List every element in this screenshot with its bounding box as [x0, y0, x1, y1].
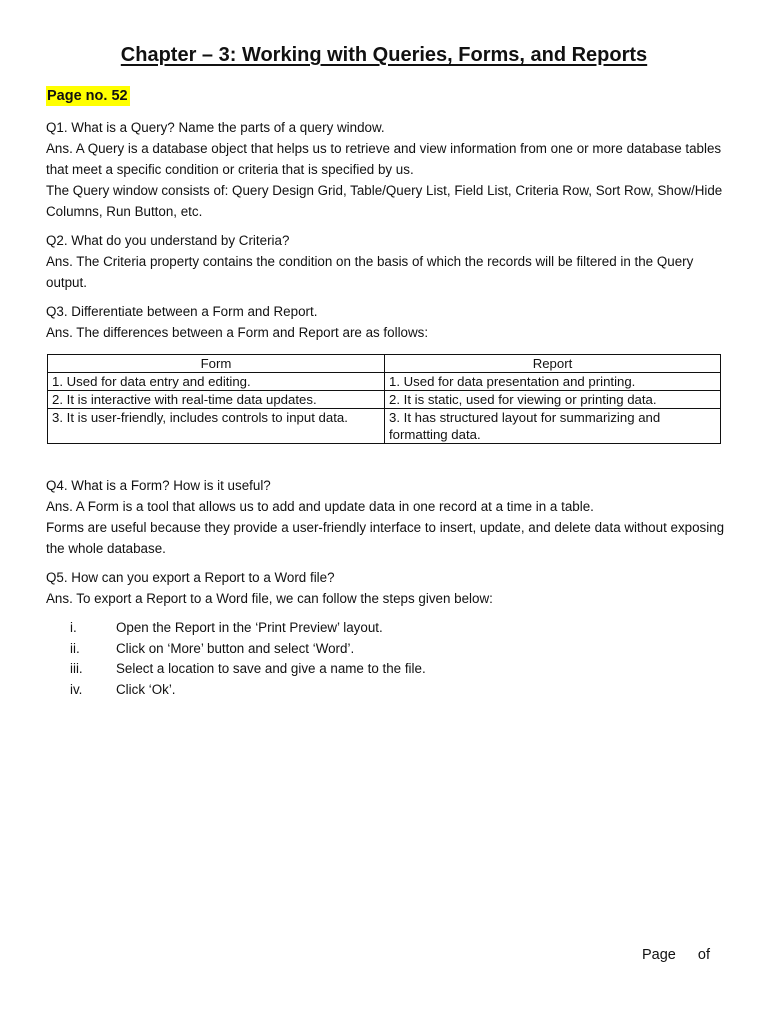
table-cell-report: 1. Used for data presentation and printing. [385, 373, 721, 391]
question-5-block [46, 567, 726, 609]
step-number: iv. [70, 682, 83, 698]
table-cell-form: 2. It is interactive with real-time data updates. [48, 391, 385, 409]
question-3: Q3. Differentiate between a Form and Report. [46, 304, 318, 319]
chapter-title: Chapter – 3: Working with Queries, Forms, and Reports [120, 44, 648, 66]
table-header-row [48, 355, 721, 373]
answer-1: Ans. A Query is a database object that helps us to retrieve and view information from one or more database tables that meet a specific condition or criteria that is specified by us. [46, 141, 722, 177]
question-2: Q2. What do you understand by Criteria? [46, 233, 290, 248]
table-row [48, 409, 721, 444]
answer-1-extra: The Query window consists of: Query Design Grid, Table/Query List, Field List, Criteria Row, Sort Row, Show/Hide Columns, Run Button, etc. [46, 183, 723, 219]
question-5: Q5. How can you export a Report to a Word file? [46, 570, 335, 585]
table-header-form: Form [48, 355, 385, 373]
list-item [70, 639, 710, 660]
table-cell-form: 1. Used for data entry and editing. [48, 373, 385, 391]
step-text: Open the Report in the ‘Print Preview’ layout. [116, 620, 383, 635]
table-cell-form: 3. It is user-friendly, includes controls to input data. [48, 409, 385, 444]
question-2-block [46, 230, 726, 293]
question-1-block [46, 117, 726, 222]
answer-4: Ans. A Form is a tool that allows us to add and update data in one record at a time in a table. [46, 499, 594, 514]
footer-page-label: Page [642, 947, 676, 963]
question-4: Q4. What is a Form? How is it useful? [46, 478, 271, 493]
list-item [70, 659, 710, 680]
question-4-block [46, 475, 726, 559]
step-text: Click ‘Ok’. [116, 682, 176, 698]
table-header-report: Report [385, 355, 721, 373]
list-item [70, 618, 710, 639]
page-number-highlight: Page no. 52 [47, 88, 128, 104]
step-number: iii. [70, 661, 83, 677]
form-report-table [47, 354, 721, 444]
question-3-block [46, 301, 726, 343]
step-text: Select a location to save and give a name to the file. [116, 661, 426, 677]
answer-2: Ans. The Criteria property contains the condition on the basis of which the records will be filtered in the Query output. [46, 254, 694, 290]
table-cell-report: 2. It is static, used for viewing or printing data. [385, 391, 721, 409]
table-cell-report: 3. It has structured layout for summarizing and formatting data. [385, 409, 721, 444]
footer-of-label: of [697, 947, 710, 963]
step-number: i. [70, 620, 77, 635]
list-item [70, 680, 710, 701]
answer-5: Ans. To export a Report to a Word file, we can follow the steps given below: [46, 591, 493, 606]
step-text: Click on ‘More’ button and select ‘Word’. [116, 640, 355, 656]
table-row [48, 373, 721, 391]
question-1: Q1. What is a Query? Name the parts of a query window. [46, 120, 385, 135]
export-steps-list [70, 618, 710, 701]
step-number: ii. [70, 640, 80, 656]
answer-3: Ans. The differences between a Form and Report are as follows: [46, 325, 429, 340]
page-footer [642, 946, 710, 964]
table-row [48, 391, 721, 409]
answer-4-extra: Forms are useful because they provide a user-friendly interface to insert, update, and delete data without exposing the whole database. [46, 520, 725, 556]
